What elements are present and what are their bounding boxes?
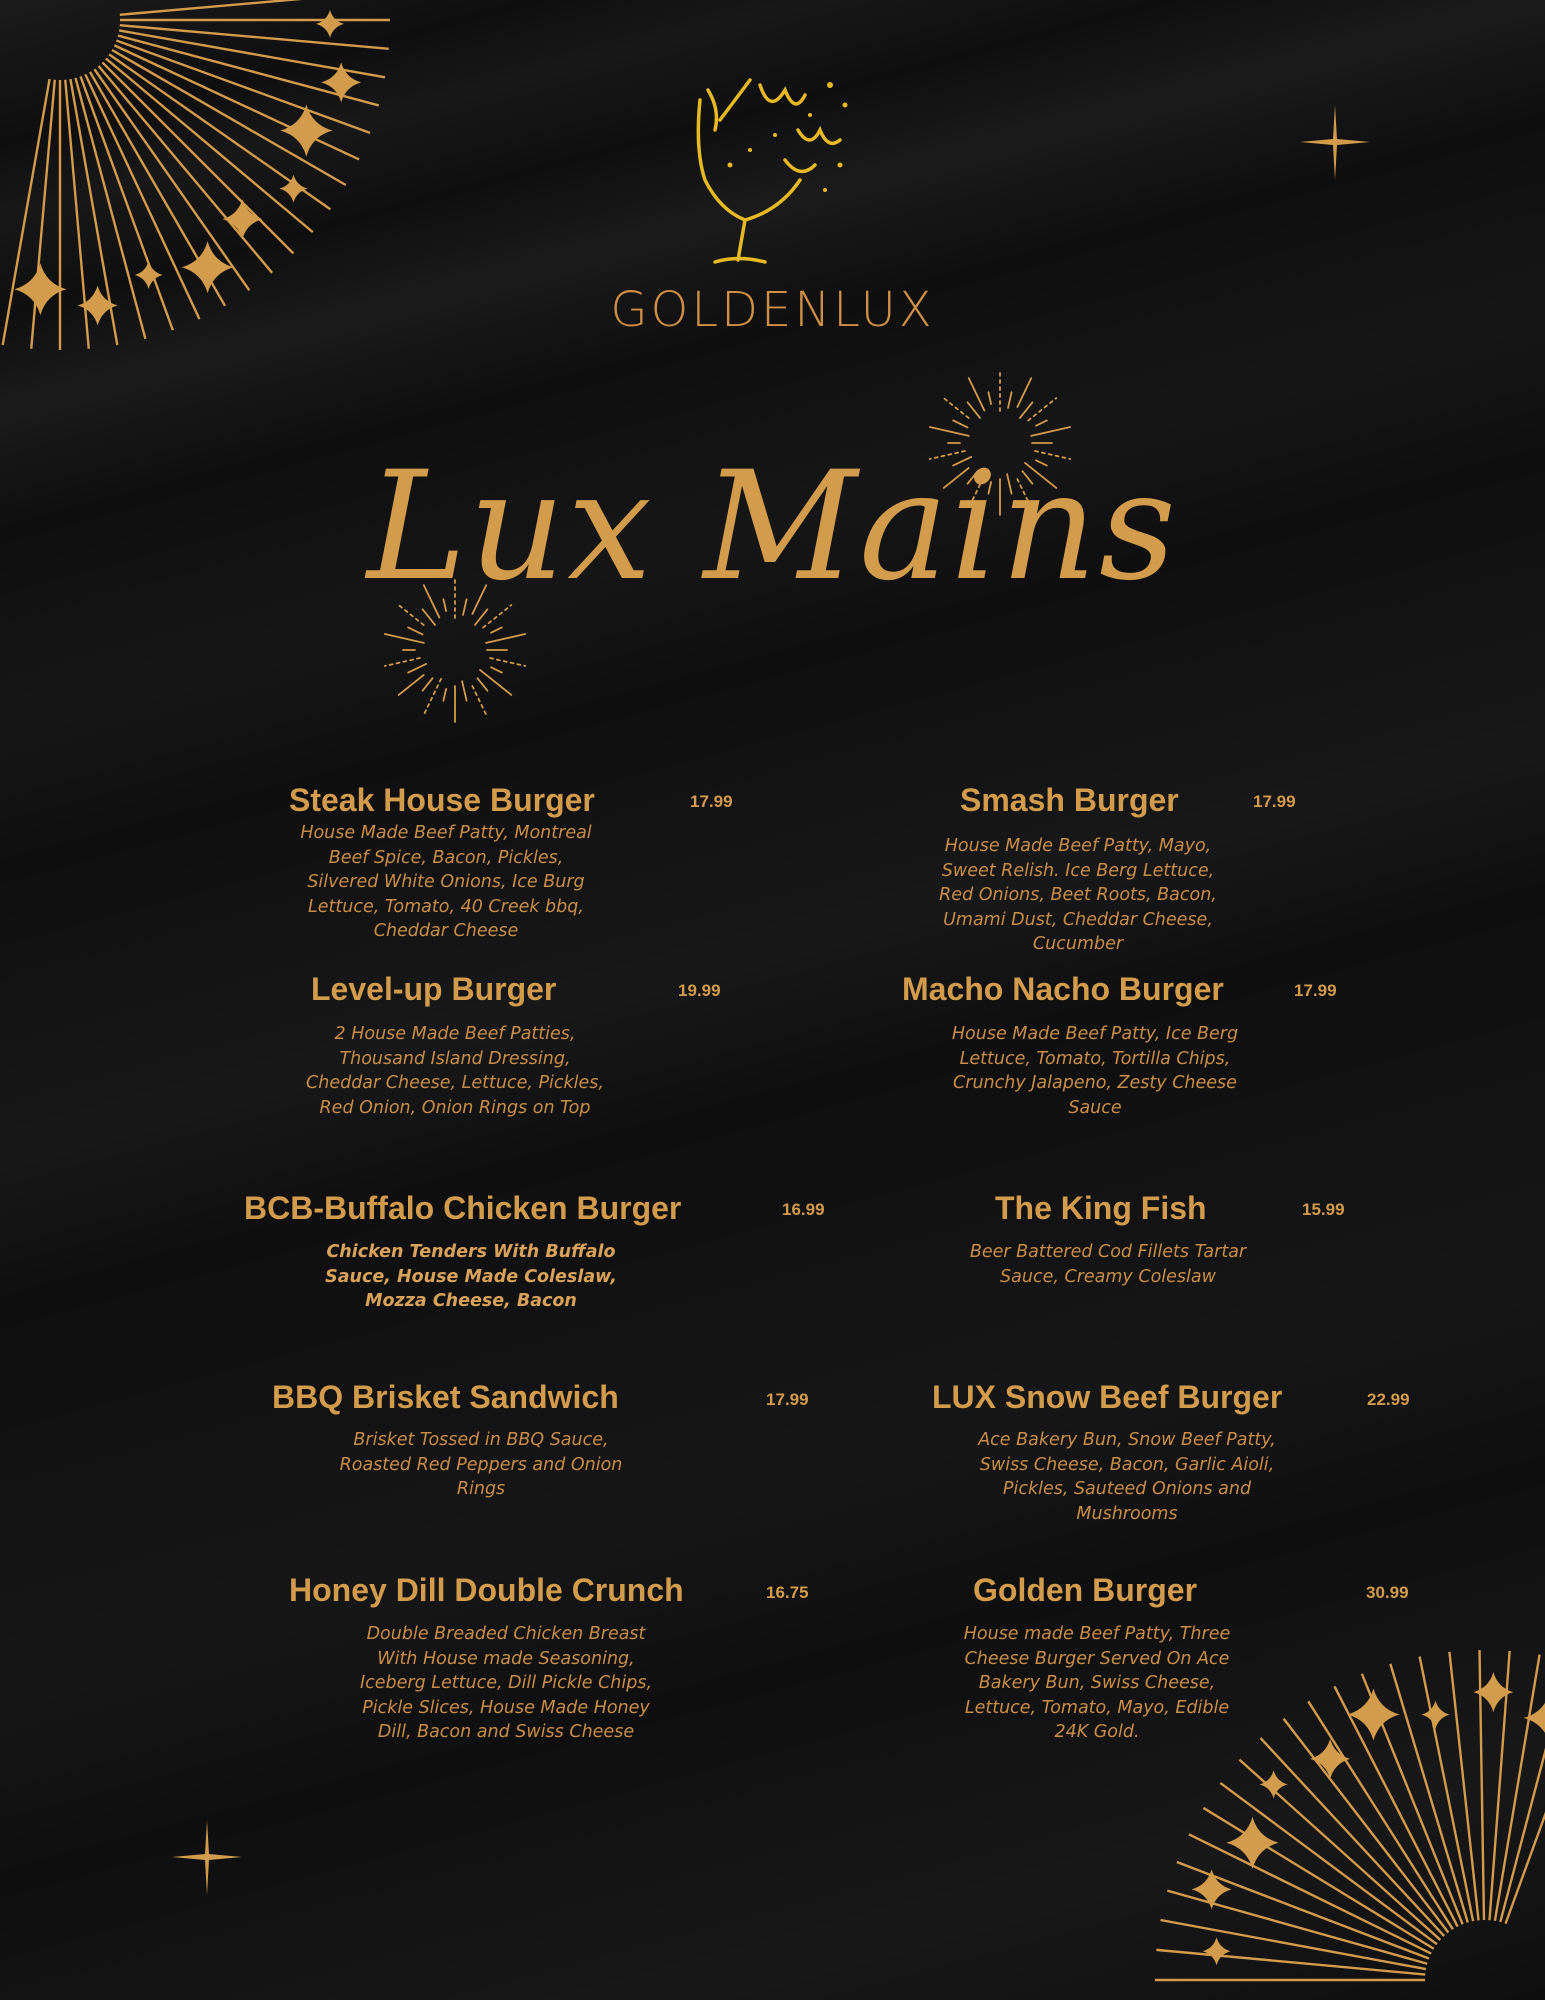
menu-item-name: LUX Snow Beef Burger <box>932 1379 1283 1415</box>
menu-item-price: 15.99 <box>1302 1200 1345 1219</box>
wine-glass-logo-icon <box>690 70 860 270</box>
menu-item-description: House Made Beef Patty, Montreal Beef Spice, Bacon, Pickles, Silvered White Onions, Ice Burg Lettuce, Tomato, 40 Creek bbq, Cheddar Cheese <box>300 823 592 942</box>
brand-name: GOLDENLUX <box>610 282 935 338</box>
menu-item-description: Brisket Tossed in BBQ Sauce, Roasted Red Peppers and Onion Rings <box>339 1430 623 1500</box>
menu-item-name: Level-up Burger <box>311 971 557 1007</box>
page-title: Lux Mains <box>366 440 1179 614</box>
menu-item-name: The King Fish <box>995 1190 1207 1226</box>
menu-item-name: Honey Dill Double Crunch <box>289 1572 684 1608</box>
menu-item-description: House made Beef Patty, Three Cheese Burger Served On Ace Bakery Bun, Swiss Cheese, Lettuce, Tomato, Mayo, Edible 24K Gold. <box>963 1624 1231 1743</box>
menu-item-price: 30.99 <box>1366 1583 1409 1602</box>
menu-item-description: House Made Beef Patty, Mayo, Sweet Relish. Ice Berg Lettuce, Red Onions, Beet Roots, Bacon, Umami Dust, Cheddar Cheese, Cucumber <box>939 836 1217 955</box>
menu-item-price: 22.99 <box>1367 1390 1410 1409</box>
menu-item-name: Smash Burger <box>960 782 1179 818</box>
sparkle-top-right-icon <box>1300 105 1370 180</box>
menu-item-description: Chicken Tenders With Buffalo Sauce, House Made Coleslaw, Mozza Cheese, Bacon <box>325 1242 617 1312</box>
menu-item-price: 17.99 <box>766 1390 809 1409</box>
menu-item-description: 2 House Made Beef Patties, Thousand Island Dressing, Cheddar Cheese, Lettuce, Pickles, Red Onion, Onion Rings on Top <box>306 1024 604 1118</box>
menu-item-price: 16.99 <box>782 1200 825 1219</box>
menu-item-price: 19.99 <box>678 981 721 1000</box>
menu-item-description: House Made Beef Patty, Ice Berg Lettuce, Tomato, Tortilla Chips, Crunchy Jalapeno, Zesty Cheese Sauce <box>951 1024 1239 1118</box>
menu-item-name: BBQ Brisket Sandwich <box>272 1379 619 1415</box>
menu-item-price: 17.99 <box>1253 792 1296 811</box>
menu-item-description: Beer Battered Cod Fillets Tartar Sauce, Creamy Coleslaw <box>969 1242 1247 1287</box>
menu-item-price: 17.99 <box>1294 981 1337 1000</box>
menu-item-description: Ace Bakery Bun, Snow Beef Patty, Swiss Cheese, Bacon, Garlic Aioli, Pickles, Sauteed Onions and Mushrooms <box>978 1430 1276 1524</box>
menu-item-name: BCB-Buffalo Chicken Burger <box>244 1190 682 1226</box>
menu-item-name: Steak House Burger <box>289 782 595 818</box>
menu-item-name: Macho Nacho Burger <box>902 971 1224 1007</box>
sparkle-bottom-left-icon <box>172 1820 242 1895</box>
menu-item-price: 16.75 <box>766 1583 809 1602</box>
menu-item-name: Golden Burger <box>973 1572 1198 1608</box>
menu-item-description: Double Breaded Chicken Breast With House made Seasoning, Iceberg Lettuce, Dill Pickle Chips, Pickle Slices, House Made Honey Dill, Bacon and Swiss Cheese <box>359 1624 653 1743</box>
menu-item-price: 17.99 <box>690 792 733 811</box>
